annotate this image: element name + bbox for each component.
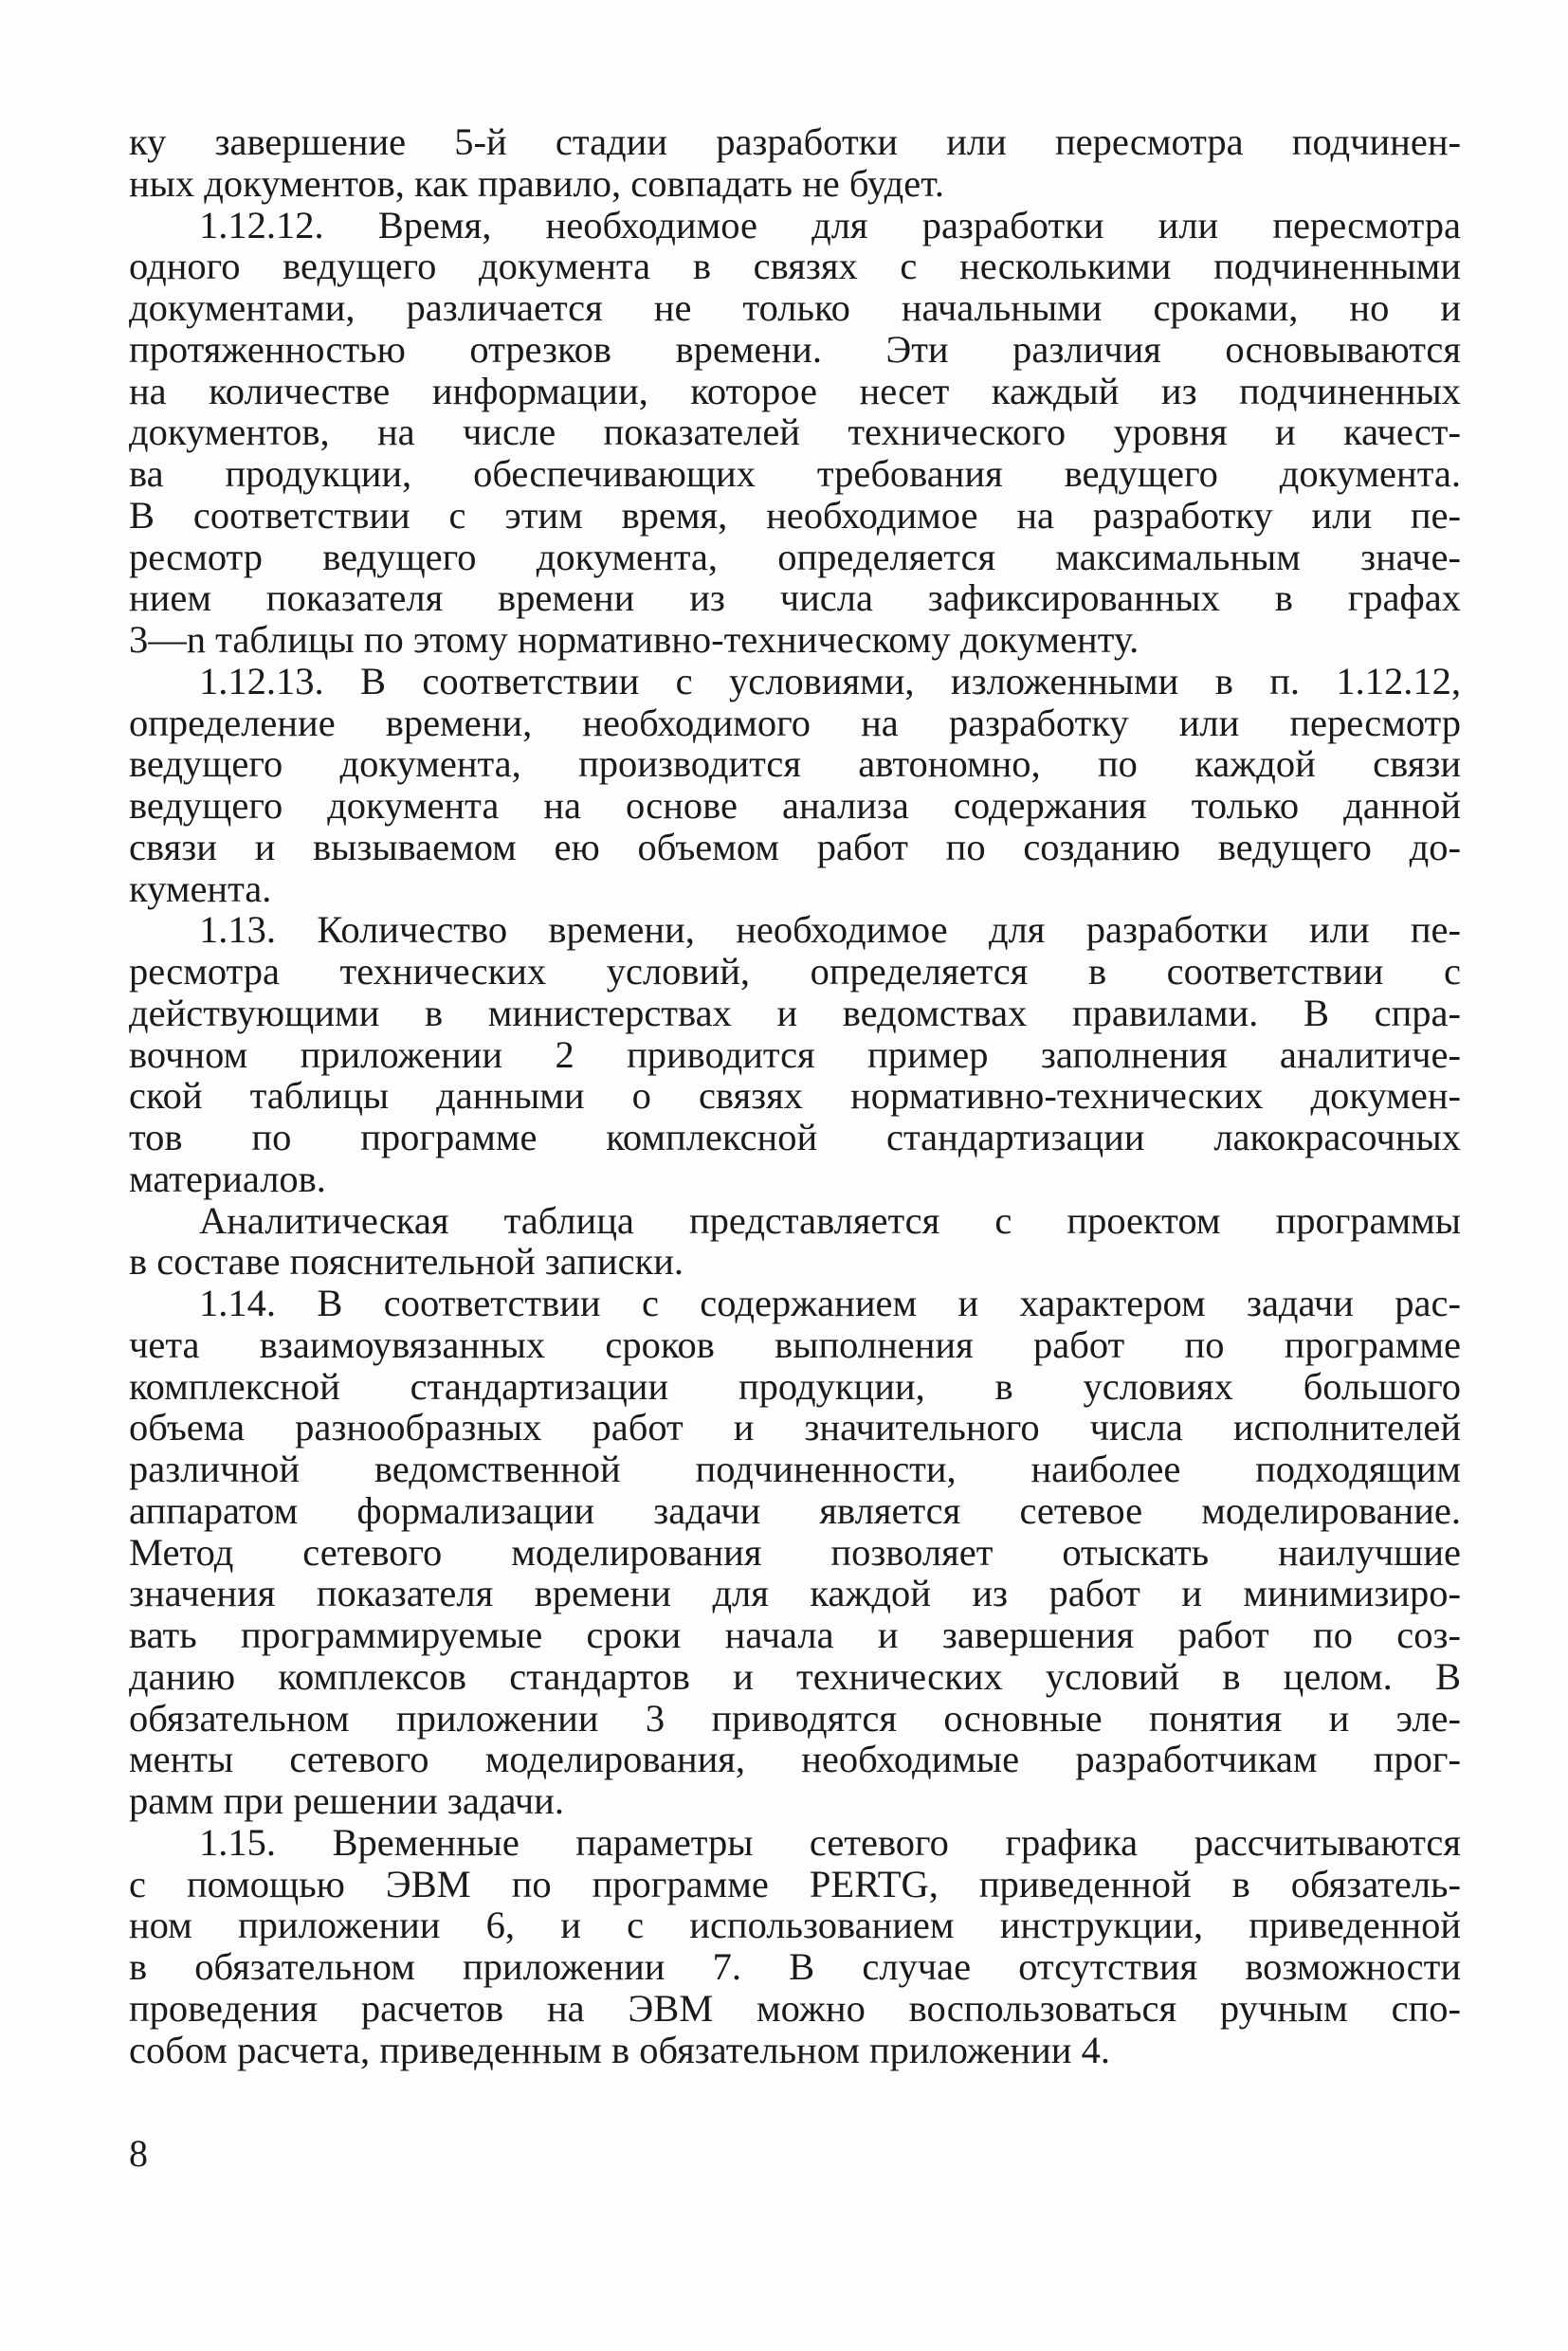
text-line: кумента. (129, 866, 272, 910)
text-line: ресмотр ведущего документа, определяется максимальным значе- (129, 535, 1461, 578)
text-line: ку завершение 5-й стадии разработки или пересмотра подчинен- (129, 120, 1461, 163)
text-line: тов по программе комплексной стандартизации лакокрасочных (129, 1116, 1461, 1158)
text-line: ва продукции, обеспечивающих требования ведущего документа. (129, 452, 1461, 495)
text-line: нием показателя времени из числа зафиксированных в графах (129, 576, 1461, 620)
text-line: в составе пояснительной записки. (129, 1240, 684, 1284)
text-line: документами, различается не только начальными сроками, но и (129, 286, 1461, 329)
text-line: аппаратом формализации задачи является сетевое моделирование. (129, 1488, 1461, 1532)
text-line: 1.14. В соответствии с содержанием и характером задачи рас- (199, 1282, 1461, 1324)
text-line: 1.12.13. В соответствии с условиями, изложенными в п. 1.12.12, (199, 659, 1461, 702)
body-text (129, 121, 1461, 2070)
text-line: 1.12.12. Время, необходимое для разработки или пересмотра (199, 203, 1461, 246)
text-line: ской таблицы данными о связях нормативно-технических докумен- (129, 1074, 1461, 1118)
text-line: данию комплексов стандартов и технических условий в целом. В (129, 1654, 1461, 1698)
text-line: собом расчета, приведенным в обязательном приложении 4. (129, 2028, 1110, 2071)
text-line: вать программируемые сроки начала и завершения работ по соз- (129, 1613, 1461, 1656)
text-line: чета взаимоувязанных сроков выполнения работ по программе (129, 1322, 1461, 1366)
text-line: в обязательном приложении 7. В случае отсутствия возможности (129, 1945, 1461, 1988)
text-line: протяженностью отрезков времени. Эти различия основываются (129, 327, 1461, 371)
text-line: ведущего документа на основе анализа содержания только данной (129, 784, 1461, 827)
text-line: комплексной стандартизации продукции, в условиях большого (129, 1364, 1461, 1408)
text-line: связи и вызываемом ею объемом работ по созданию ведущего до- (129, 825, 1461, 868)
text-line: различной ведомственной подчиненности, наиболее подходящим (129, 1448, 1461, 1490)
text-line: В соответствии с этим время, необходимое на разработку или пе- (129, 493, 1461, 537)
text-line: материалов. (129, 1157, 326, 1200)
text-line: вочном приложении 2 приводится пример заполнения аналитиче- (129, 1032, 1461, 1076)
text-line: ведущего документа, производится автономно, по каждой связи (129, 742, 1461, 786)
text-line: рамм при решении задачи. (129, 1779, 564, 1822)
text-line: определение времени, необходимого на разработку или пересмотр (129, 701, 1461, 744)
text-line: Аналитическая таблица представляется с проектом программы (199, 1198, 1461, 1242)
text-line: одного ведущего документа в связях с несколькими подчиненными (129, 245, 1461, 288)
text-line: обязательном приложении 3 приводятся основные понятия и эле- (129, 1696, 1461, 1740)
text-line: 3—n таблицы по этому нормативно-техническому документу. (129, 618, 1140, 661)
text-line: 1.15. Временные параметры сетевого графика рассчитываются (199, 1820, 1461, 1864)
text-line: менты сетевого моделирования, необходимые разработчикам прог- (129, 1738, 1461, 1781)
text-line: 1.13. Количество времени, необходимое для разработки или пе- (199, 908, 1461, 952)
text-line: Метод сетевого моделирования позволяет отыскать наилучшие (129, 1530, 1461, 1574)
text-line: ных документов, как правило, совпадать не будет. (129, 161, 944, 205)
text-line: документов, на числе показателей технического уровня и качест- (129, 410, 1461, 454)
text-line: значения показателя времени для каждой из работ и минимизиро- (129, 1572, 1461, 1615)
text-line: ресмотра технических условий, определяется в соответствии с (129, 950, 1461, 993)
text-line: с помощью ЭВМ по программе PERTG, приведенной в обязатель- (129, 1862, 1461, 1905)
text-line: объема разнообразных работ и значительного числа исполнителей (129, 1406, 1461, 1449)
text-line: проведения расчетов на ЭВМ можно воспользоваться ручным спо- (129, 1986, 1461, 2030)
page-number: 8 (129, 2132, 148, 2175)
text-line: ном приложении 6, и с использованием инструкции, приведенной (129, 1904, 1461, 1947)
text-line: на количестве информации, которое несет каждый из подчиненных (129, 369, 1461, 412)
text-line: действующими в министерствах и ведомствах правилами. В спра- (129, 991, 1461, 1034)
